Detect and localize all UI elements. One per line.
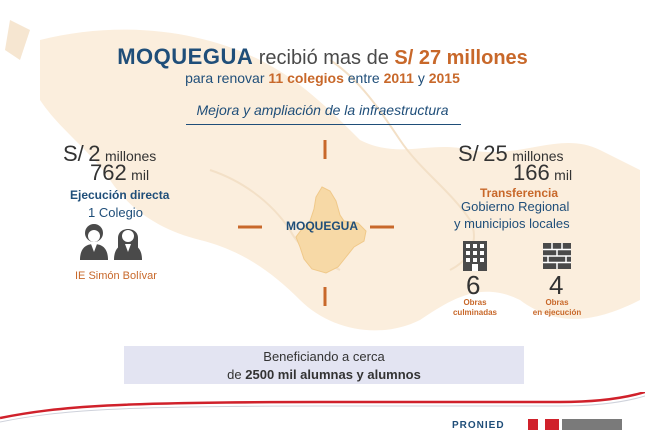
student-girl-icon (114, 229, 142, 260)
works-finished-label (446, 298, 504, 318)
map-label: MOQUEGUA (286, 219, 358, 233)
right-amount-sub (513, 160, 572, 186)
right-modality: Transferencia (480, 186, 559, 200)
students-icons (76, 222, 150, 262)
banner-line2-pre: de (227, 367, 246, 382)
works-finished-label-line1: Obras (463, 298, 487, 307)
left-amount-sub (90, 160, 149, 186)
footer-logo: PRONIED (452, 420, 505, 430)
banner-line2-bold: 2500 mil alumnas y alumnos (245, 367, 421, 382)
left-unit-thousands: mil (131, 167, 150, 183)
right-amount-thousands: 166 (513, 160, 550, 185)
page-title (0, 44, 645, 70)
subtitle-pre: para renovar (185, 70, 269, 86)
subtitle-year1: 2011 (383, 70, 414, 86)
tagline: Mejora y ampliación de la infraestructura (196, 102, 449, 118)
left-schools: 1 Colegio (88, 205, 143, 220)
page-subtitle (0, 70, 645, 86)
tagline-divider (186, 124, 461, 125)
subtitle-year2: 2015 (428, 70, 460, 86)
right-recipient-line1: Gobierno Regional (461, 199, 570, 214)
left-school-name: IE Simón Bolívar (75, 270, 157, 282)
banner-line1: Beneficiando a cerca (263, 349, 385, 364)
works-ongoing-count: 4 (549, 270, 564, 300)
left-currency: S/ (63, 141, 84, 166)
right-currency: S/ (458, 141, 479, 166)
works-ongoing-label (526, 298, 588, 318)
works-finished-count: 6 (466, 270, 481, 300)
right-unit-thousands: mil (554, 167, 573, 183)
right-unit-millions: millones (512, 148, 564, 164)
left-amount-millions: 2 (88, 141, 101, 166)
brick-wall-icon (543, 243, 571, 269)
subtitle-mid: entre (343, 70, 384, 86)
building-icon (462, 240, 488, 272)
title-middle: recibió mas de (253, 47, 395, 69)
works-finished-label-line2: culminadas (452, 308, 497, 317)
subtitle-and: y (413, 70, 429, 86)
banner-line2 (124, 367, 524, 382)
subtitle-count: 11 colegios (268, 70, 344, 86)
right-recipient-line2: y municipios locales (454, 216, 570, 231)
student-boy-icon (80, 224, 108, 260)
title-place: MOQUEGUA (117, 44, 254, 69)
left-modality: Ejecución directa (70, 188, 170, 202)
left-unit-millions: millones (104, 148, 157, 164)
right-amount-millions: 25 (483, 141, 508, 166)
works-ongoing-label-line1: Obras (545, 298, 569, 307)
works-ongoing-label-line2: en ejecución (532, 308, 582, 317)
title-amount: S/ 27 millones (394, 47, 528, 69)
footer-bar (0, 392, 645, 430)
left-amount-thousands: 762 (90, 160, 127, 185)
